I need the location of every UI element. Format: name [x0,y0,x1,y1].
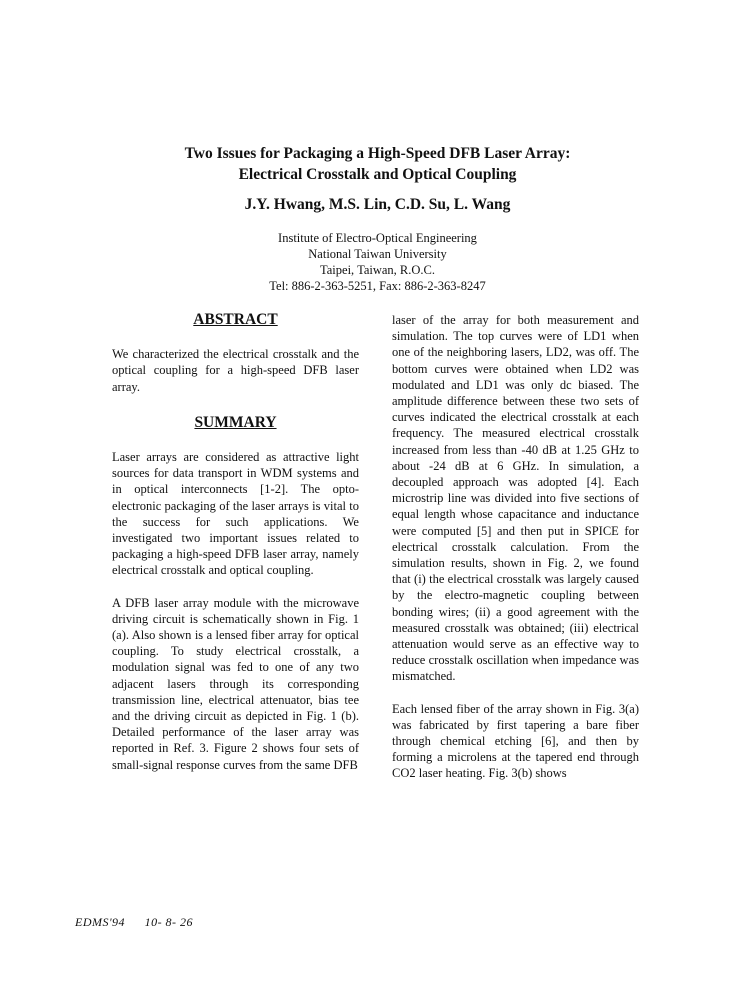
affiliation-contact: Tel: 886-2-363-5251, Fax: 886-2-363-8247 [269,279,486,293]
affiliation [0,230,755,294]
affiliation-institute: Institute of Electro-Optical Engineering [278,231,477,245]
page-footer [75,915,193,930]
summary-heading: SUMMARY [194,413,277,431]
summary-paragraph-2: A DFB laser array module with the microwave driving circuit is schematically shown in Fig. 1 (a). Also shown is a lensed fiber array for optical coupling. To study electrical crosstalk, a modulation signal was fed to one of any two adjacent lasers through its corresponding transmission line, electrical attenuator, bias tee and the driving circuit as depicted in Fig. 1 (b). Detailed performance of the laser array was reported in Ref. 3. Figure 2 shows four sets of small-signal response curves from the same DFB [112,595,359,772]
affiliation-location: Taipei, Taiwan, R.O.C. [319,263,435,277]
footer-conference: EDMS'94 [75,915,126,929]
right-paragraph-2: Each lensed fiber of the array shown in Fig. 3(a) was fabricated by first tapering a bare fiber through chemical etching [6], and then by forming a microlens at the tapered end through CO2 laser heating. Fig. 3(b) shows [392,701,639,781]
footer-code: 10- 8- 26 [144,915,194,929]
authors: J.Y. Hwang, M.S. Lin, C.D. Su, L. Wang [244,196,511,213]
right-paragraph-1: laser of the array for both measurement and simulation. The top curves were of LD1 when one of the neighboring lasers, LD2, was off. The bottom curves were obtained when LD2 was modulated and LD1 was only dc biased. The amplitude difference between these two sets of curves indicated the electrical crosstalk at each frequency. The measured electrical crosstalk increased from less than -40 dB at 1.25 GHz to about -24 dB at 6 GHz. In simulation, a decoupled approach was adopted [4]. Each microstrip line was divided into five sections of equal length whose capacitance and inductance were computed [5] and then put in SPICE for electrical crosstalk calculation. From the simulation results, shown in Fig. 2, we found that (i) the electrical crosstalk was largely caused by the electro-magnetic coupling between bonding wires; (ii) a good agreement with the measured crosstalk was obtained; (iii) electrical attenuation would serve as an effective way to reduce crosstalk oscillation when impedance was mismatched. [392,313,639,684]
summary-paragraph-1: Laser arrays are considered as attractive light sources for data transport in WDM systems and in optical interconnects [1-2]. The opto-electronic packaging of the laser arrays is vital to the success for such applications. We investigated two important issues related to packaging a high-speed DFB laser array, namely electrical crosstalk and optical coupling. [112,450,359,578]
right-column [392,312,639,798]
title-line-1: Two Issues for Packaging a High-Speed DFB Laser Array: [184,145,571,162]
affiliation-university: National Taiwan University [308,247,447,261]
paper-title [0,143,755,185]
title-line-2: Electrical Crosstalk and Optical Coupling [238,166,517,183]
left-column [112,312,359,789]
abstract-text: We characterized the electrical crosstalk and the optical coupling for a high-speed DFB laser array. [112,347,359,394]
abstract-heading: ABSTRACT [193,311,278,328]
